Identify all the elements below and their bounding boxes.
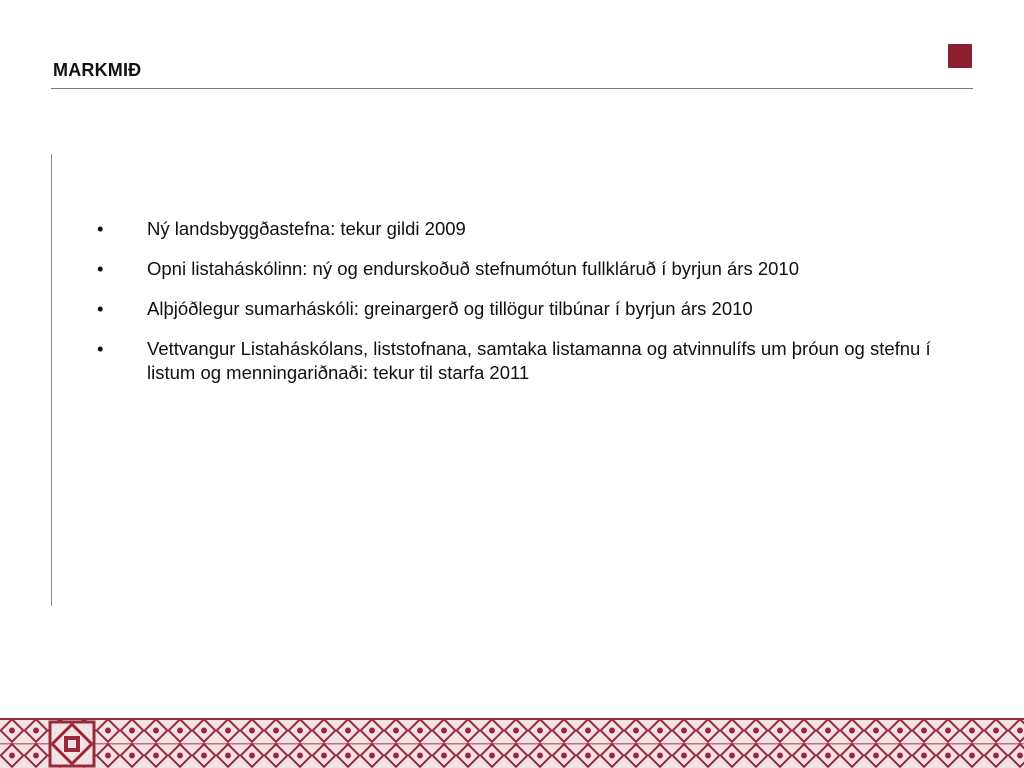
bullet-item xyxy=(97,297,977,321)
bullet-item xyxy=(97,217,977,241)
bullet-item xyxy=(97,257,977,281)
title-divider xyxy=(51,88,973,89)
bullet-marker: • xyxy=(97,298,104,319)
bullet-marker: • xyxy=(97,218,104,239)
accent-square xyxy=(948,44,972,68)
left-vertical-rule xyxy=(51,154,52,606)
bullet-text: Opni listaháskólinn: ný og endurskoðuð stefnumótun fullkláruð í byrjun árs 2010 xyxy=(147,258,799,279)
bullet-marker: • xyxy=(97,258,104,279)
decorative-pattern-band xyxy=(0,718,1024,768)
slide-title: MARKMIÐ xyxy=(53,60,142,80)
bullet-list xyxy=(97,217,977,401)
bullet-text: Vettvangur Listaháskólans, liststofnana, samtaka listamanna og atvinnulífs um þróun og stefnu í listum og menningariðnaði: tekur til starfa 2011 xyxy=(147,338,931,383)
bullet-marker: • xyxy=(97,338,104,359)
bullet-text: Alþjóðlegur sumarháskóli: greinargerð og tillögur tilbúnar í byrjun árs 2010 xyxy=(147,298,753,319)
bullet-text: Ný landsbyggðastefna: tekur gildi 2009 xyxy=(147,218,466,239)
emblem-icon xyxy=(50,722,94,766)
bullet-item xyxy=(97,337,977,385)
